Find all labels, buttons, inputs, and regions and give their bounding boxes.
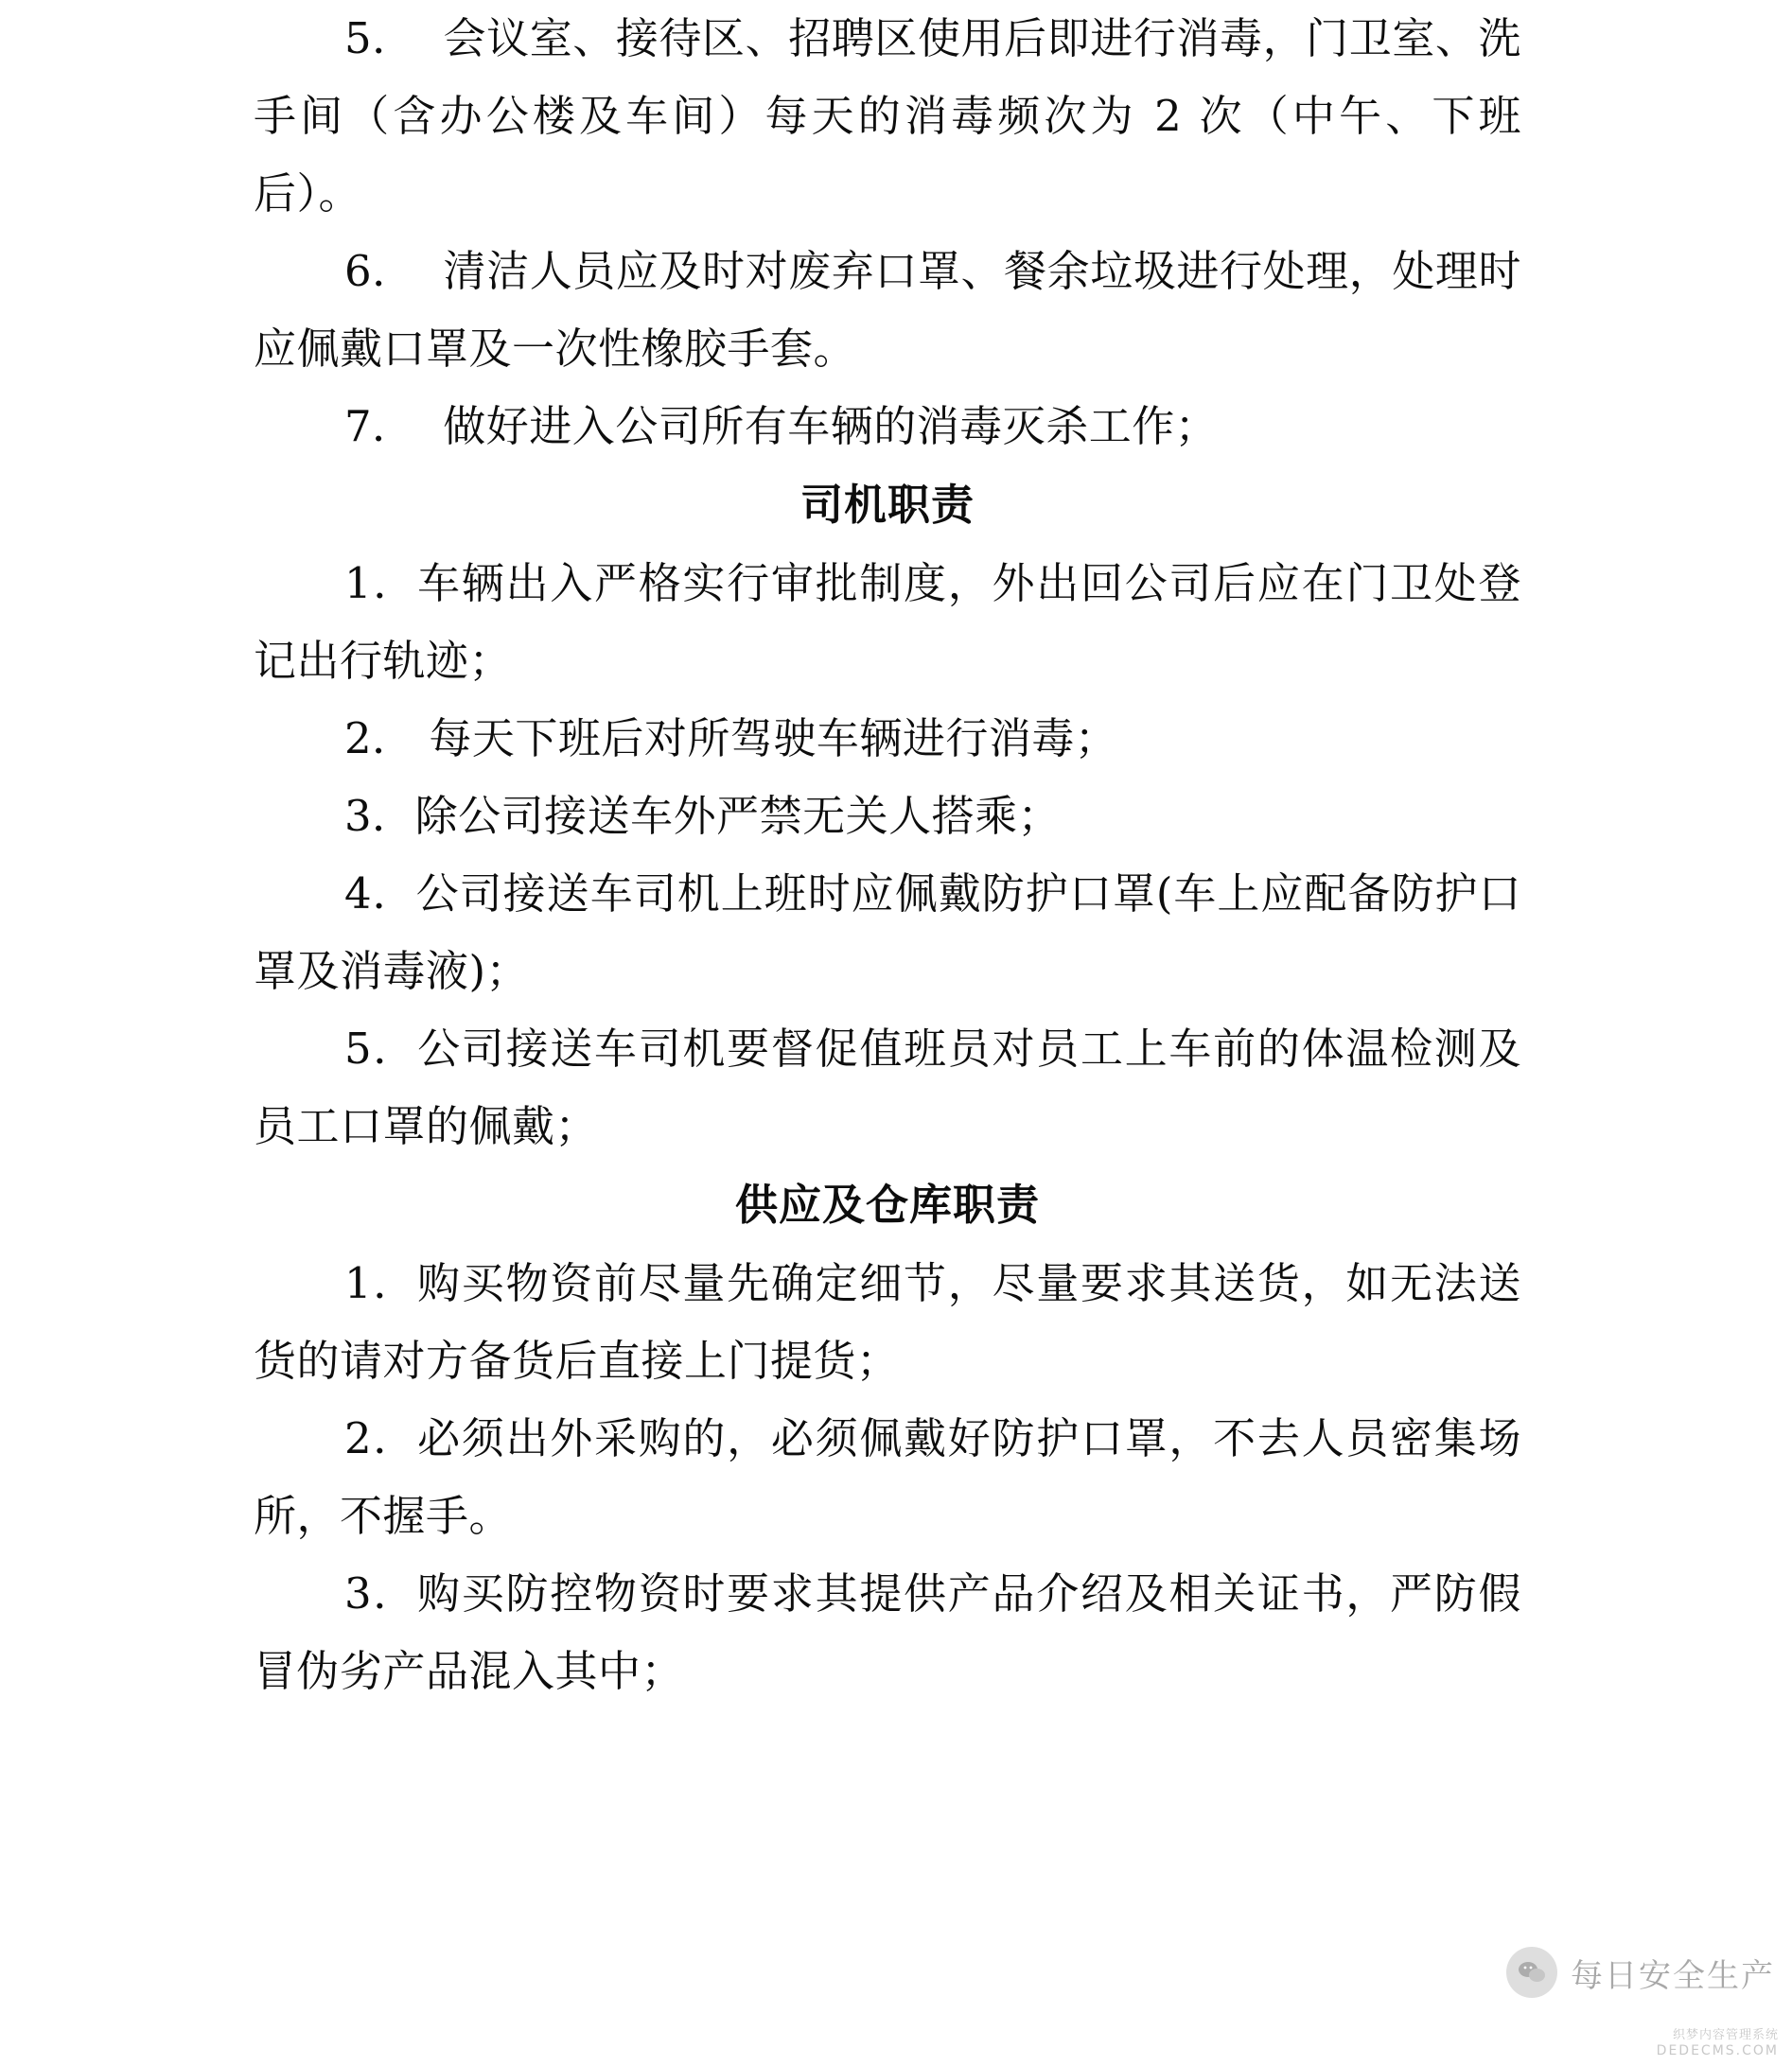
site-watermark: [1657, 2029, 1779, 2058]
driver-item-4: 4．公司接送车司机上班时应佩戴防护口罩(车上应配备防护口罩及消毒液)；: [254, 868, 1521, 996]
site-watermark-en: DEDECMS.COM: [1656, 2042, 1779, 2058]
wechat-account-name: 每日安全生产: [1571, 1956, 1775, 1995]
driver-item-2: 2． 每天下班后对所驾驶车辆进行消毒；: [344, 713, 1118, 763]
wechat-icon: [1506, 1947, 1557, 1998]
paragraph-item-7: 7． 做好进入公司所有车辆的消毒灭杀工作；: [344, 401, 1219, 451]
supply-item-3: 3．购买防控物资时要求其提供产品介绍及相关证书，严防假冒伪劣产品混入其中；: [254, 1568, 1521, 1696]
supply-item-2: 2．必须出外采购的，必须佩戴好防护口罩，不去人员密集场所，不握手。: [254, 1413, 1521, 1541]
supply-item-1: 1．购买物资前尽量先确定细节，尽量要求其送货，如无法送货的请对方备货后直接上门提货；: [254, 1258, 1521, 1386]
paragraph-item-6: 6． 清洁人员应及时对废弃口罩、餐余垃圾进行处理，处理时应佩戴口罩及一次性橡胶手套。: [254, 246, 1521, 374]
section-heading-driver-duties: 司机职责: [799, 480, 975, 530]
section-heading-supply-warehouse-duties: 供应及仓库职责: [734, 1180, 1040, 1230]
document-body: [254, 0, 1521, 1710]
driver-item-1: 1．车辆出入严格实行审批制度，外出回公司后应在门卫处登记出行轨迹；: [254, 558, 1521, 686]
paragraph-item-5: 5． 会议室、接待区、招聘区使用后即进行消毒，门卫室、洗手间（含办公楼及车间）每天的消毒频次为 2 次（中午、下班后）。: [254, 13, 1521, 219]
driver-item-5: 5．公司接送车司机要督促值班员对员工上车前的体温检测及员工口罩的佩戴；: [254, 1024, 1521, 1151]
site-watermark-cn: 织梦内容管理系统: [1672, 2027, 1779, 2042]
driver-item-3: 3．除公司接送车外严禁无关人搭乘；: [344, 791, 1062, 841]
wechat-watermark: [1506, 1947, 1775, 1998]
